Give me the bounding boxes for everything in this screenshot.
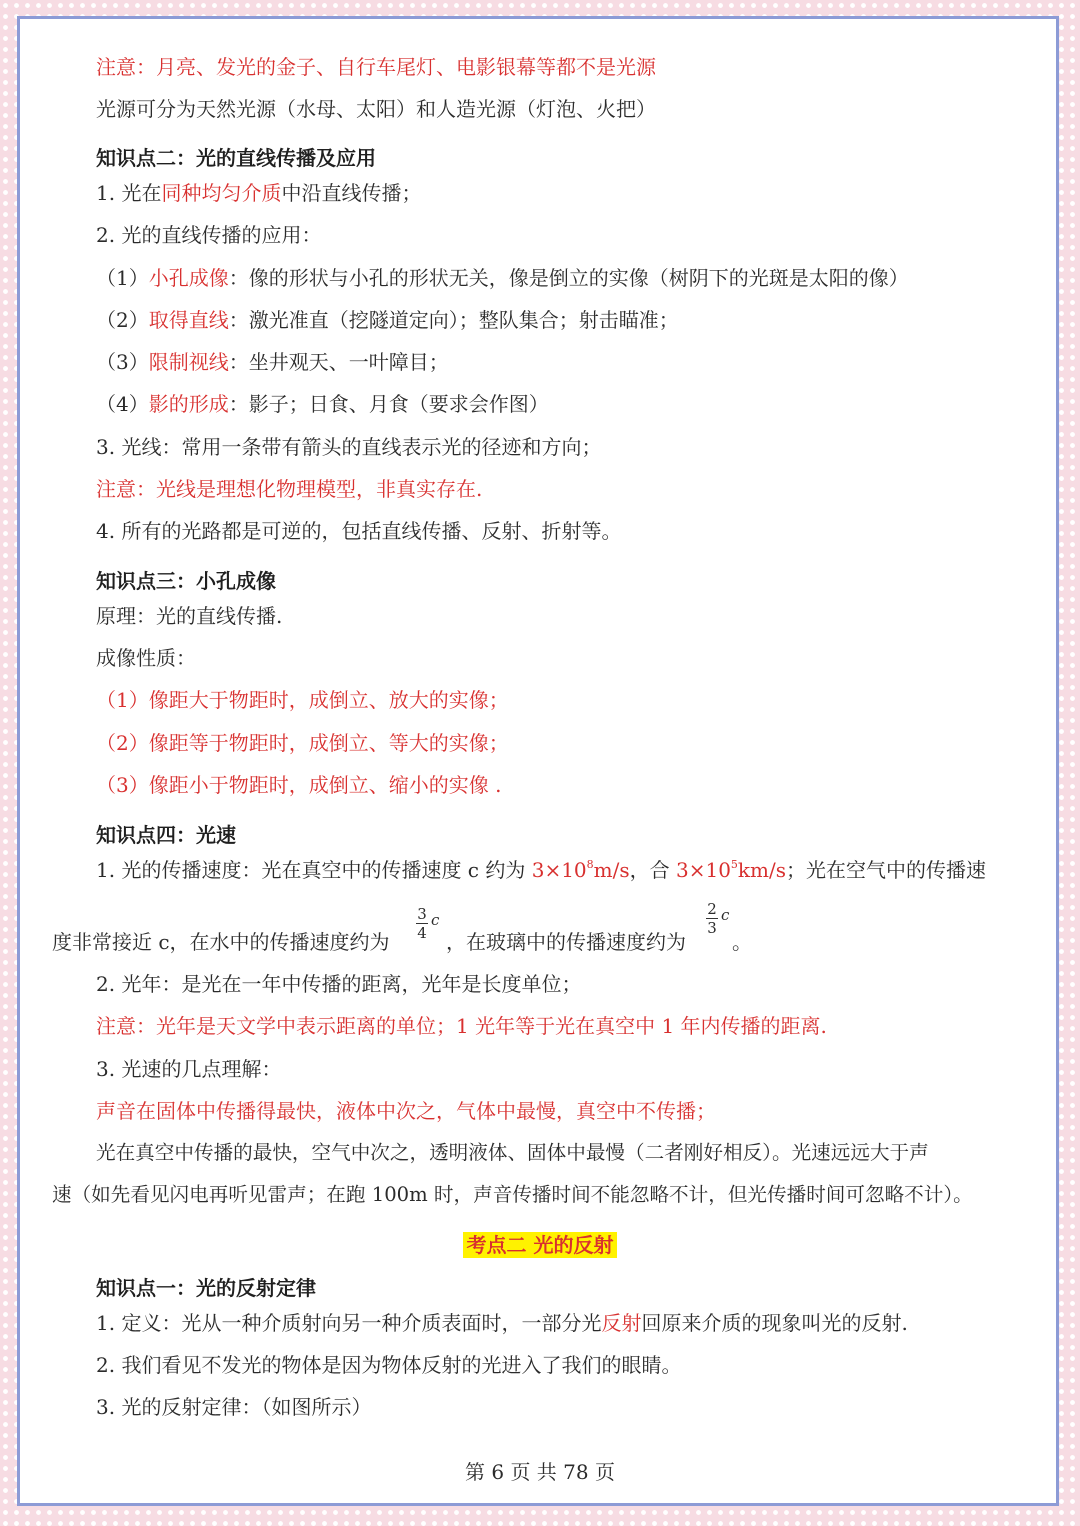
light-speed-media-end: 。 — [732, 930, 752, 954]
light-year-definition: 2. 光年：是光在一年中传播的距离，光年是长度单位； — [96, 972, 582, 996]
item-1-straight-line: 1. 光在同种均匀介质中沿直线传播； — [96, 181, 422, 205]
heading-knowledge-4: 知识点四：光速 — [96, 823, 236, 847]
pinhole-properties: 成像性质： — [96, 646, 196, 670]
note-not-light-source: 注意：月亮、发光的金子、自行车尾灯、电影银幕等都不是光源 — [96, 55, 656, 79]
section-heading-reflection: 考点二 光的反射 — [0, 1232, 1080, 1258]
heading-reflection-law: 知识点一：光的反射定律 — [96, 1276, 316, 1300]
sound-speed-note: 声音在固体中传播得最快，液体中次之，气体中最慢，真空中不传播； — [96, 1099, 716, 1123]
item-3-light-ray: 3. 光线：常用一条带有箭头的直线表示光的径迹和方向； — [96, 435, 602, 459]
light-source-types: 光源可分为天然光源（水母、太阳）和人造光源（灯泡、火把） — [96, 97, 656, 121]
pinhole-principle: 原理：光的直线传播. — [96, 604, 283, 628]
property-2: （2）像距等于物距时，成倒立、等大的实像； — [96, 731, 509, 755]
fraction-three-quarters-c: 3 4 c — [417, 905, 440, 942]
light-speed-media-b: ，在玻璃中的传播速度约为 — [446, 930, 686, 954]
light-speed-understanding: 3. 光速的几点理解： — [96, 1057, 282, 1081]
light-speed-values: 1. 光的传播速度：光在真空中的传播速度 c 约为 $3\times 10^8m/s$，合 $3\times 10^5km/s$；光在空气中的传播速 — [96, 858, 987, 882]
property-1: （1）像距大于物距时，成倒立、放大的实像； — [96, 688, 509, 712]
heading-knowledge-3: 知识点三：小孔成像 — [96, 569, 276, 593]
note-light-ray-model: 注意：光线是理想化物理模型，非真实存在. — [96, 477, 483, 501]
note-light-year: 注意：光年是天文学中表示距离的单位；1 光年等于光在真空中 1 年内传播的距离. — [96, 1014, 827, 1038]
item-2-applications: 2. 光的直线传播的应用： — [96, 223, 322, 247]
heading-knowledge-2: 知识点二：光的直线传播及应用 — [96, 146, 376, 170]
application-1: （1）小孔成像：像的形状与小孔的形状无关，像是倒立的实像（树阴下的光斑是太阳的像） — [96, 266, 909, 290]
application-2: （2）取得直线：激光准直（挖隧道定向）；整队集合；射击瞄准； — [96, 308, 679, 332]
property-3: （3）像距小于物距时，成倒立、缩小的实像 . — [96, 773, 502, 797]
application-3: （3）限制视线：坐井观天、一叶障目； — [96, 350, 449, 374]
seeing-objects: 2. 我们看见不发光的物体是因为物体反射的光进入了我们的眼睛。 — [96, 1353, 682, 1377]
item-4-reversible: 4. 所有的光路都是可逆的，包括直线传播、反射、折射等。 — [96, 519, 622, 543]
reflection-law: 3. 光的反射定律：（如图所示） — [96, 1395, 372, 1419]
application-4: （4）影的形成：影子；日食、月食（要求会作图） — [96, 392, 549, 416]
fraction-two-thirds-c: 2 3 c — [707, 900, 730, 937]
page-footer: 第 6 页 共 78 页 — [465, 1460, 615, 1484]
reflection-definition: 1. 定义：光从一种介质射向另一种介质表面时，一部分光反射回原来介质的现象叫光的反射. — [96, 1311, 908, 1335]
light-speed-media-a: 度非常接近 c，在水中的传播速度约为 — [52, 930, 390, 954]
light-speed-media-compare: 光在真空中传播的最快，空气中次之，透明液体、固体中最慢（二者刚好相反）。光速远远大于声 — [96, 1141, 929, 1164]
light-speed-example: 速（如先看见闪电再听见雷声；在跑 100m 时，声音传播时间不能忽略不计，但光传播时间可忽略不计）。 — [52, 1183, 973, 1206]
